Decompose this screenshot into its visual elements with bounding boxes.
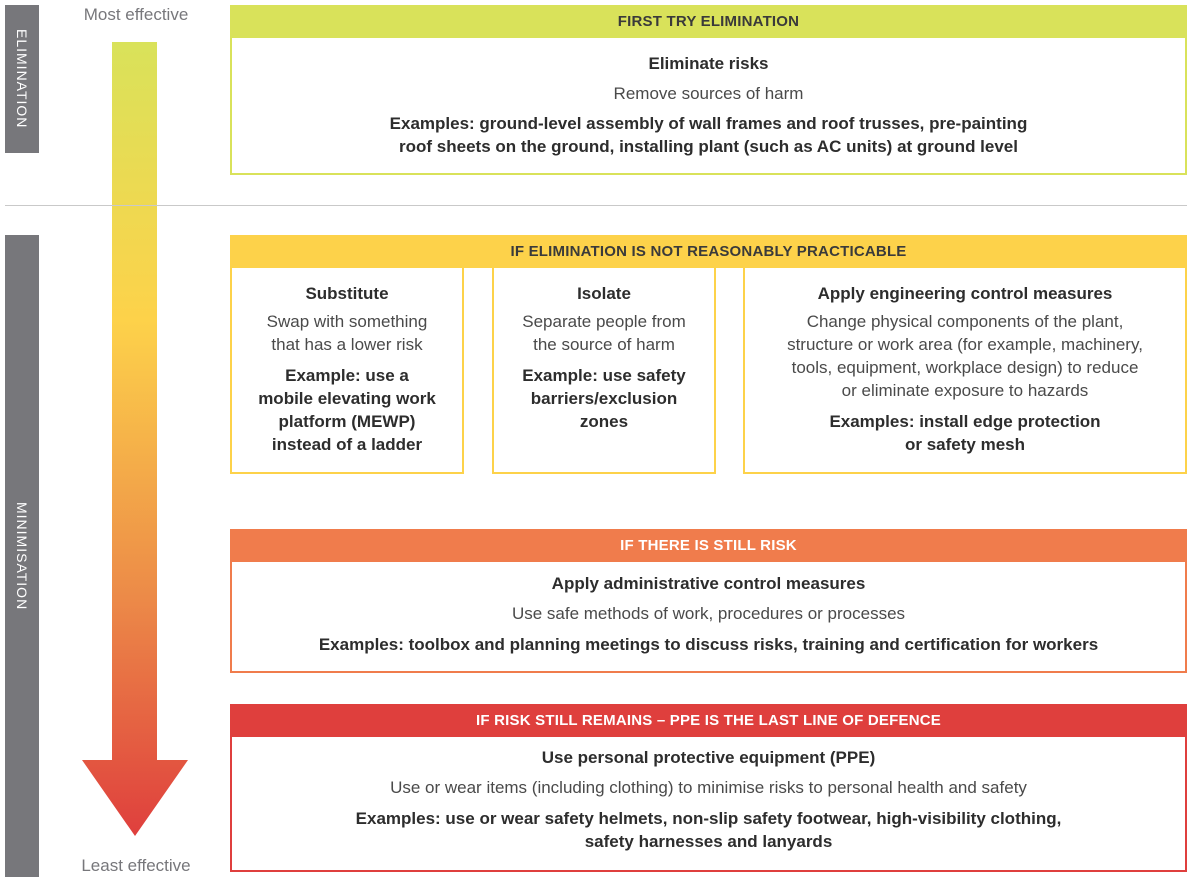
engineering-example-line1: Examples: install edge protection xyxy=(829,412,1101,431)
elimination-body: Remove sources of harm xyxy=(613,84,804,103)
section-divider xyxy=(5,205,1187,206)
engineering-body-line3: tools, equipment, workplace design) to reduce xyxy=(791,358,1139,377)
engineering-body-line1: Change physical components of the plant, xyxy=(806,312,1124,331)
engineering-body-line4: or eliminate exposure to hazards xyxy=(841,381,1089,400)
substitute-body-line2: that has a lower risk xyxy=(271,335,423,354)
practicable-section xyxy=(230,235,1187,474)
substitute-example-line2: mobile elevating work xyxy=(258,389,436,408)
elimination-section xyxy=(230,5,1187,175)
isolate-example-line2: barriers/exclusion xyxy=(530,389,678,408)
elimination-examples-line1: Examples: ground-level assembly of wall frames and roof trusses, pre-painting xyxy=(389,114,1028,133)
ppe-box xyxy=(230,737,1187,872)
ppe-title: Use personal protective equipment (PPE) xyxy=(541,748,876,767)
administrative-box xyxy=(230,562,1187,673)
elimination-side-label: ELIMINATION xyxy=(14,29,30,129)
ppe-examples-line2: safety harnesses and lanyards xyxy=(584,832,833,851)
isolate-body-line1: Separate people from xyxy=(522,312,686,331)
isolate-title: Isolate xyxy=(577,284,631,303)
isolate-example-line1: Example: use safety xyxy=(522,366,686,385)
ppe-body: Use or wear items (including clothing) to minimise risks to personal health and safety xyxy=(390,778,1027,797)
administrative-examples: Examples: toolbox and planning meetings to discuss risks, training and certification for workers xyxy=(318,635,1099,654)
elimination-title: Eliminate risks xyxy=(648,54,769,73)
minimisation-side-bar xyxy=(5,235,39,877)
elimination-examples-line2: roof sheets on the ground, installing plant (such as AC units) at ground level xyxy=(399,137,1018,156)
substitute-example-line1: Example: use a xyxy=(285,366,409,385)
isolate-body-line2: the source of harm xyxy=(533,335,675,354)
substitute-body-line1: Swap with something xyxy=(266,312,428,331)
engineering-title: Apply engineering control measures xyxy=(817,284,1113,303)
elimination-side-bar xyxy=(5,5,39,153)
substitute-title: Substitute xyxy=(305,284,389,303)
isolate-example-line3: zones xyxy=(579,412,629,431)
effectiveness-arrow xyxy=(80,42,190,838)
least-effective-label: Least effective xyxy=(81,856,191,875)
substitute-example-line3: platform (MEWP) xyxy=(278,412,416,431)
ppe-examples-line1: Examples: use or wear safety helmets, non-slip safety footwear, high-visibility clothing, xyxy=(355,809,1062,828)
administrative-title: Apply administrative control measures xyxy=(551,574,866,593)
elimination-box xyxy=(230,38,1187,175)
engineering-body-line2: structure or work area (for example, machinery, xyxy=(787,335,1143,354)
minimisation-side-label: MINIMISATION xyxy=(14,501,30,611)
engineering-example-line2: or safety mesh xyxy=(905,435,1025,454)
ppe-header: IF RISK STILL REMAINS – PPE IS THE LAST LINE OF DEFENCE xyxy=(230,704,1187,737)
substitute-box xyxy=(230,268,464,474)
administrative-body: Use safe methods of work, procedures or processes xyxy=(511,604,906,623)
administrative-header: IF THERE IS STILL RISK xyxy=(230,529,1187,562)
practicable-header: IF ELIMINATION IS NOT REASONABLY PRACTICABLE xyxy=(230,235,1187,268)
elimination-header: FIRST TRY ELIMINATION xyxy=(230,5,1187,38)
most-effective-label: Most effective xyxy=(83,5,189,24)
administrative-section xyxy=(230,529,1187,673)
substitute-example-line4: instead of a ladder xyxy=(271,435,423,454)
engineering-box xyxy=(743,268,1187,474)
ppe-section xyxy=(230,704,1187,872)
isolate-box xyxy=(492,268,716,474)
